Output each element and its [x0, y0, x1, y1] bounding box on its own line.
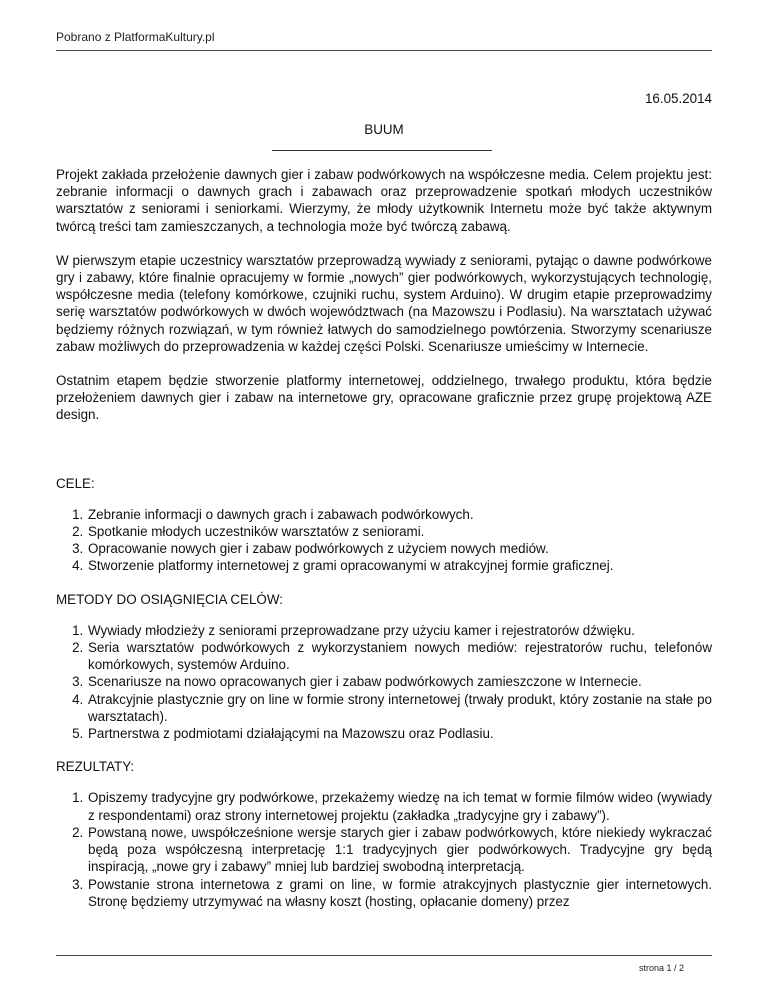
section-heading-metody: METODY DO OSIĄGNIĘCIA CELÓW:: [56, 591, 283, 607]
list-item: 1. Wywiady młodzieży z seniorami przeprowadzane przy użyciu kamer i rejestratorów dźwięku.: [87, 622, 712, 639]
list-item: 4. Atrakcyjnie plastycznie gry on line w formie strony internetowej (trwały produkt, który zostanie na stałe po warsztatach).: [87, 691, 712, 725]
list-item: 3. Opracowanie nowych gier i zabaw podwórkowych z użyciem nowych mediów.: [87, 540, 712, 557]
list-item: 2. Seria warsztatów podwórkowych z wykorzystaniem nowych mediów: rejestratorów ruchu, telefonów komórkowych, systemów Arduino.: [87, 639, 712, 673]
list-item: 4. Stworzenie platformy internetowej z grami opracowanymi w atrakcyjnej formie graficznej.: [87, 557, 712, 574]
document-body: [56, 166, 712, 926]
list-item: 3. Scenariusze na nowo opracowanych gier i zabaw podwórkowych zamieszczone w Internecie.: [87, 673, 712, 690]
list-item: 1. Zebranie informacji o dawnych grach i zabawach podwórkowych.: [87, 506, 712, 523]
goals-list: [56, 506, 712, 575]
list-item: 2. Powstaną nowe, uwspółcześnione wersje starych gier i zabaw podwórkowych, które niekiedy wykraczać będą poza współczesną interpretację 1:1 tradycyjnych gier podwórkowych. Tradycyjne gry będą inspiracją, „nowe gry i zabawy” mniej lub bardziej swobodną interpretacją.: [87, 824, 712, 876]
stages-paragraph: W pierwszym etapie uczestnicy warsztatów przeprowadzą wywiady z seniorami, pytając o dawne podwórkowe gry i zabawy, które finalnie opracujemy w formie „nowych” gier podwórkowych, wykorzystujących technologię, współczesne media (telefony komórkowe, czujniki ruchu, system Arduino). W drugim etapie przeprowadzimy serię warsztatów podwórkowych w dwóch województwach (na Mazowszu i Podlasiu). Na warsztatach używać będziemy różnych rozwiązań, w tym również łatwych do samodzielnego powtórzenia. Stworzymy scenariusze zabaw możliwych do przeprowadzenia w każdej części Polski. Scenariusze umieścimy w Internecie.: [56, 252, 712, 354]
footer-divider: [56, 955, 712, 956]
final-stage-paragraph: Ostatnim etapem będzie stworzenie platformy internetowej, oddzielnego, trwałego produktu, która będzie przełożeniem dawnych gier i zabaw na internetowe gry, opracowane graficznie przez grupę projektową AZE design.: [56, 373, 712, 423]
title-underline: [272, 150, 492, 151]
results-list: [56, 789, 712, 909]
document-title: BUUM: [364, 122, 404, 137]
page-number: strona 1 / 2: [638, 963, 684, 973]
section-heading-cele: CELE:: [56, 475, 95, 491]
document-date: 16.05.2014: [644, 91, 712, 106]
source-header[interactable]: Pobrano z PlatformaKultury.pl: [56, 30, 215, 44]
intro-paragraph: Projekt zakłada przełożenie dawnych gier i zabaw podwórkowych na współczesne media. Celem projektu jest: zebranie informacji o dawnych grach i zabawach oraz przeprowadzenie spotkań młodych uczestników warsztatów z seniorami i seniorkami. Wierzymy, że młody użytkownik Internetu może być także aktywnym twórcą treści tam zamieszczanych, a technologia może być twórczą zabawą.: [56, 167, 712, 234]
list-item: 2. Spotkanie młodych uczestników warsztatów z seniorami.: [87, 523, 712, 540]
list-item: 5. Partnerstwa z podmiotami działającymi na Mazowszu oraz Podlasiu.: [87, 725, 712, 742]
list-item: 1. Opiszemy tradycyjne gry podwórkowe, przekażemy wiedzę na ich temat w formie filmów wideo (wywiady z respondentami) oraz strony internetowej projektu (zakładka „tradycyjne gry i zabawy”).: [87, 789, 712, 823]
paragraph-spacer: [56, 441, 712, 475]
header-divider: [56, 50, 712, 51]
list-item: 3. Powstanie strona internetowa z grami on line, w formie atrakcyjnych plastycznie gier internetowych. Stronę będziemy utrzymywać na własny koszt (hosting, opłacanie domeny) przez: [87, 876, 712, 910]
section-heading-rezultaty: REZULTATY:: [56, 759, 135, 775]
methods-list: [56, 622, 712, 742]
